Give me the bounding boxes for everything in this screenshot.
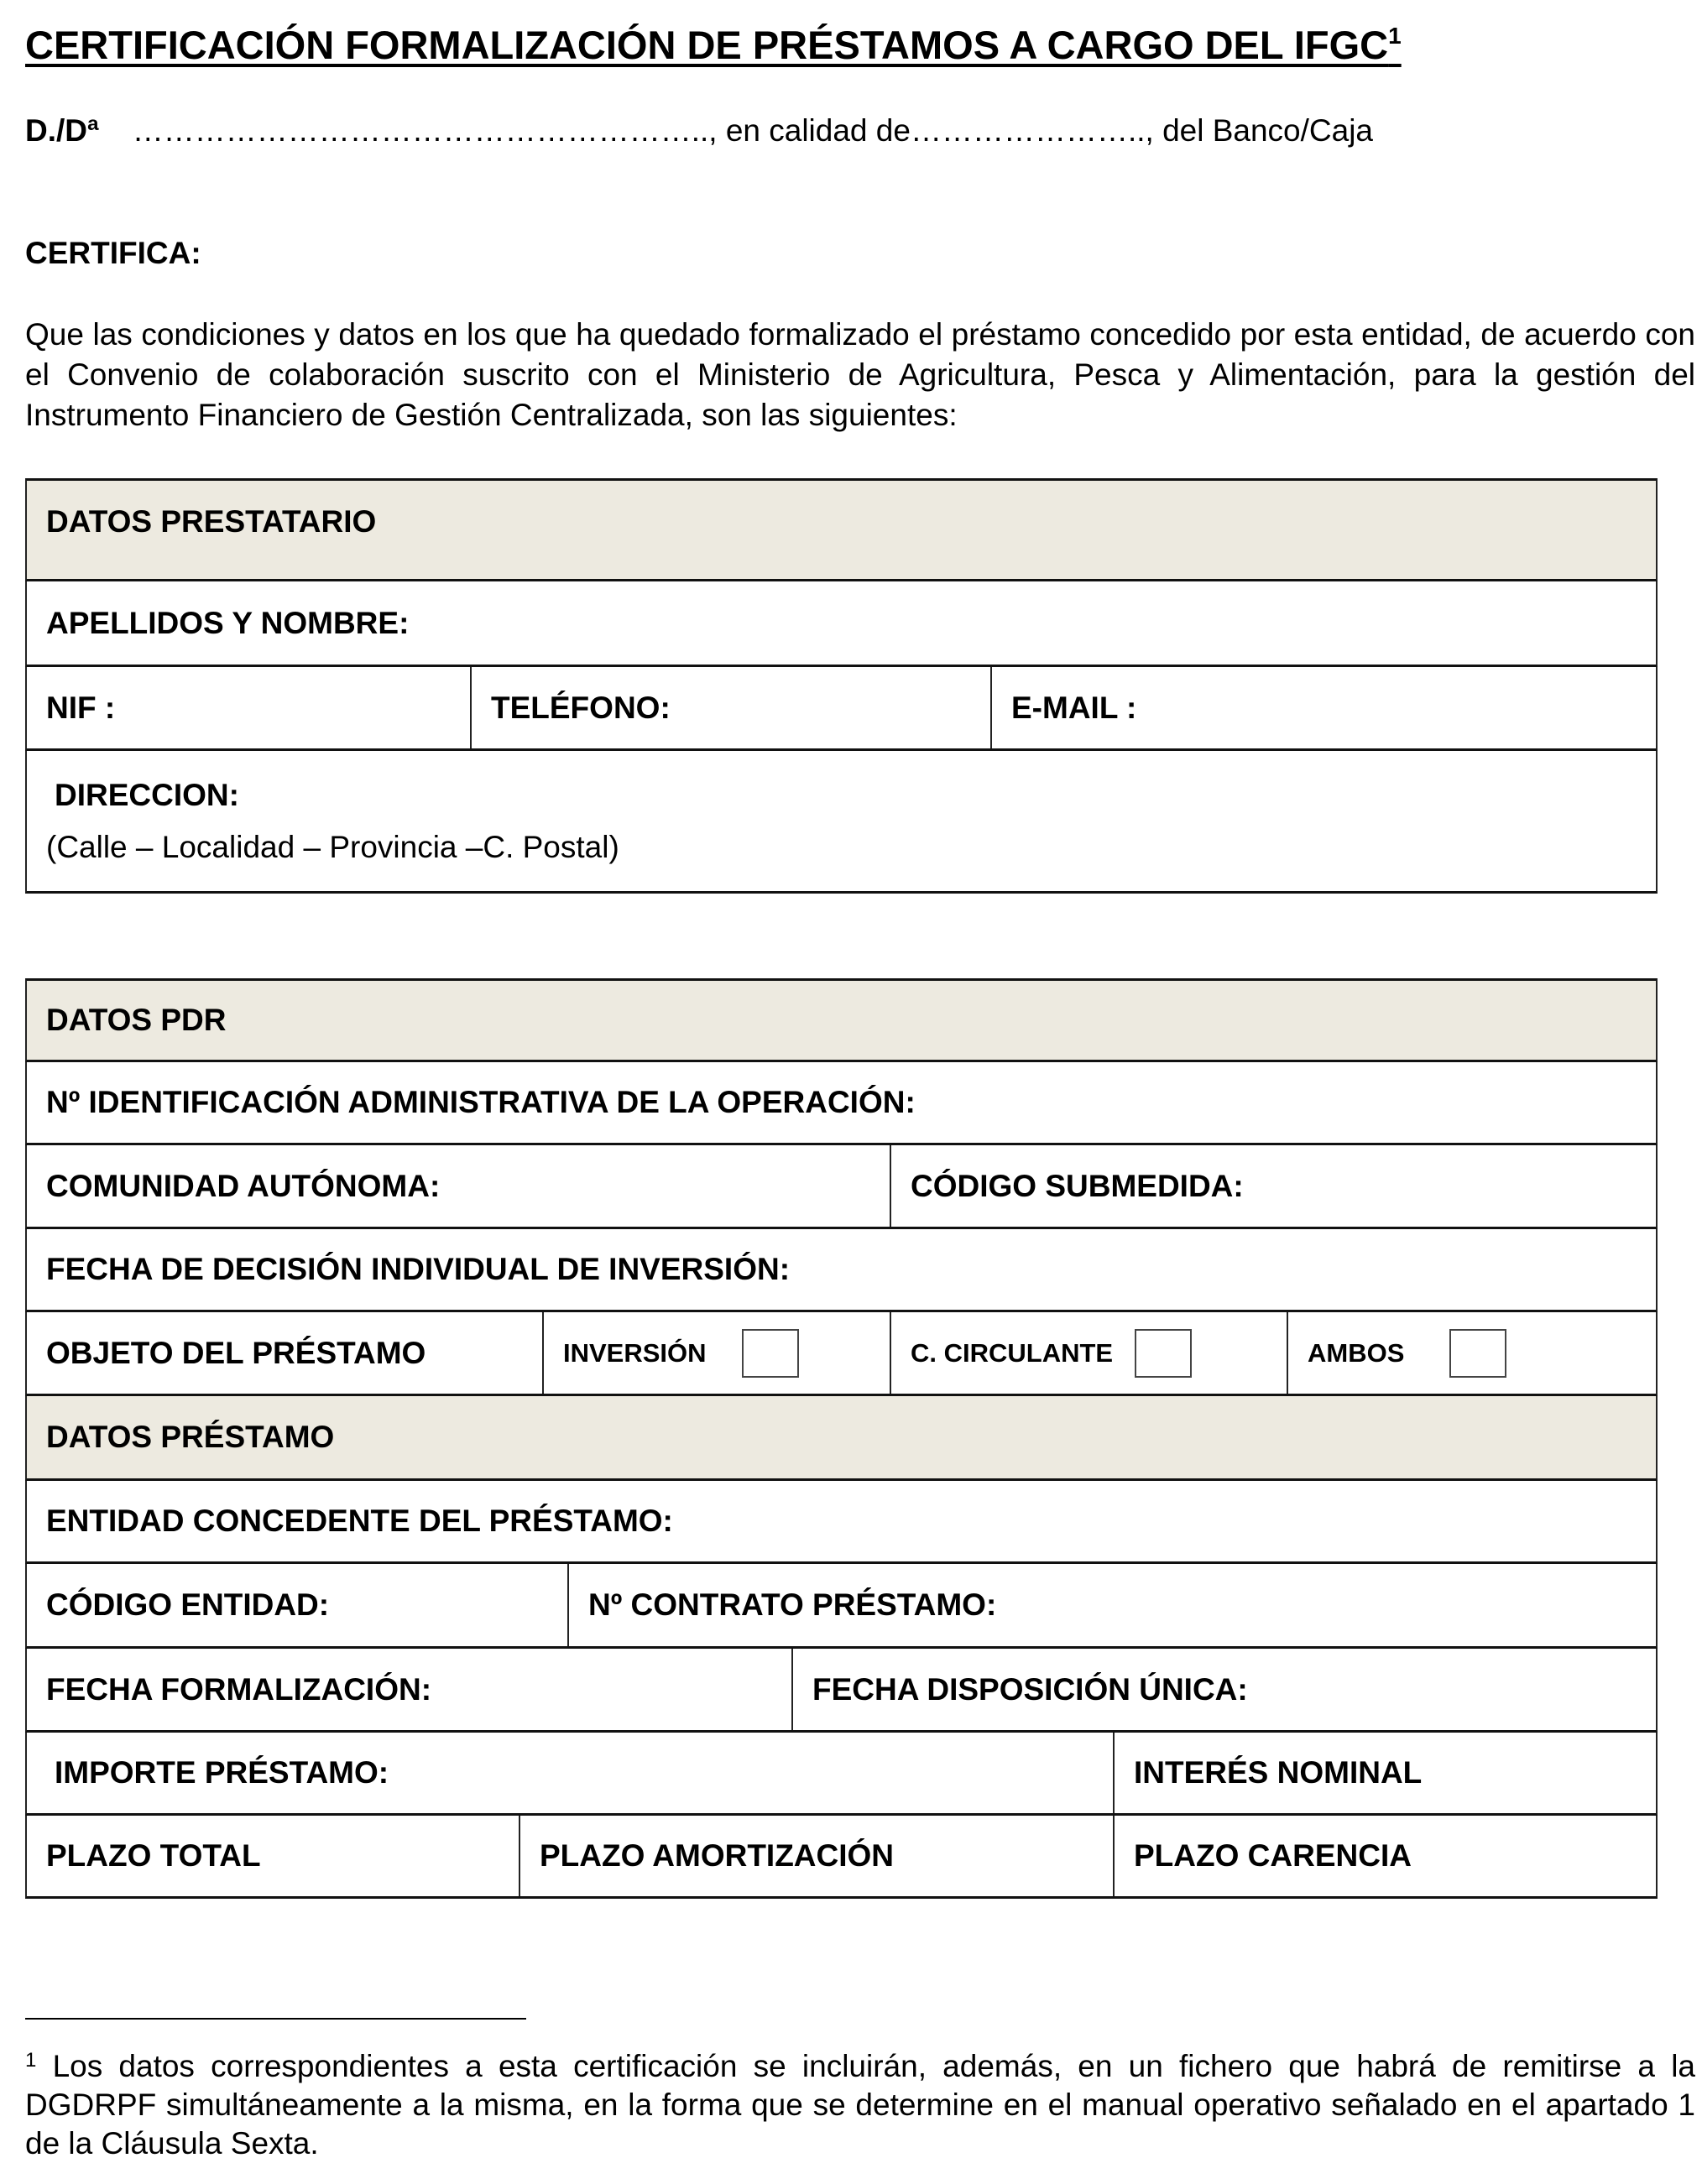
interes-nominal-field[interactable]: INTERÉS NOMINAL: [1134, 1755, 1423, 1790]
entidad-concedente-field[interactable]: ENTIDAD CONCEDENTE DEL PRÉSTAMO:: [46, 1504, 673, 1538]
table-row: [25, 751, 1658, 894]
n-contrato-field[interactable]: Nº CONTRATO PRÉSTAMO:: [588, 1587, 997, 1622]
table-row: [25, 1062, 1658, 1145]
table-row: [25, 1312, 1658, 1396]
nif-field[interactable]: NIF :: [27, 667, 472, 748]
inversion-label: INVERSIÓN: [563, 1337, 707, 1368]
table-row: [25, 1733, 1658, 1816]
intro-prefix: D./Dª: [25, 113, 99, 148]
datos-prestamo-header: DATOS PRÉSTAMO: [46, 1420, 335, 1454]
footnote-number: 1: [25, 2049, 37, 2072]
table-row: [25, 581, 1658, 667]
title-text: CERTIFICACIÓN FORMALIZACIÓN DE PRÉSTAMOS A CARGO DEL IFGC: [25, 23, 1389, 67]
table2-header-row: [25, 978, 1658, 1062]
plazo-amortizacion-field[interactable]: PLAZO AMORTIZACIÓN: [520, 1816, 1115, 1896]
objeto-prestamo-label: OBJETO DEL PRÉSTAMO: [27, 1312, 544, 1394]
telefono-field[interactable]: TELÉFONO:: [472, 667, 992, 748]
inversion-checkbox[interactable]: [742, 1329, 799, 1378]
n-identificacion-field[interactable]: Nº IDENTIFICACIÓN ADMINISTRATIVA DE LA OPERACIÓN:: [46, 1085, 916, 1119]
footnote: [25, 2041, 1695, 2163]
email-field[interactable]: E-MAIL :: [1011, 690, 1137, 725]
table1-header-row: [25, 478, 1658, 581]
fecha-formalizacion-field[interactable]: FECHA FORMALIZACIÓN:: [27, 1649, 793, 1730]
comunidad-autonoma-field[interactable]: COMUNIDAD AUTÓNOMA:: [27, 1145, 891, 1227]
option-circulante: [891, 1312, 1288, 1394]
datos-prestatario-header: DATOS PRESTATARIO: [46, 504, 377, 539]
circulante-label: C. CIRCULANTE: [911, 1337, 1114, 1368]
footnote-ref: 1: [1388, 23, 1402, 49]
fecha-disposicion-field[interactable]: FECHA DISPOSICIÓN ÚNICA:: [812, 1671, 1248, 1707]
codigo-entidad-field[interactable]: CÓDIGO ENTIDAD:: [27, 1564, 569, 1646]
codigo-submedida-field[interactable]: CÓDIGO SUBMEDIDA:: [911, 1168, 1244, 1203]
table-row: [25, 1481, 1658, 1564]
table2-subheader-row: [25, 1396, 1658, 1481]
footnote-divider: [25, 2018, 526, 2020]
table-row: [25, 667, 1658, 751]
datos-pdr-header: DATOS PDR: [46, 1003, 227, 1037]
intro-paragraph: Que las condiciones y datos en los que ha quedado formalizado el préstamo concedido por esta entidad, de acuerdo con el Convenio de colaboración suscrito con el Ministerio de Agricultura, Pesca y Alimentación, para la gestión del Instrumento Financiero de Gestión Centralizada, son las siguientes:: [25, 317, 1695, 432]
table-row: [25, 1564, 1658, 1649]
intro-fill-line[interactable]: ……………………………………………….., en calidad de………………….., del Banco/Caja: [132, 113, 1374, 148]
plazo-total-field[interactable]: PLAZO TOTAL: [27, 1816, 520, 1896]
ambos-label: AMBOS: [1308, 1337, 1405, 1368]
option-ambos: [1288, 1312, 1656, 1394]
option-inversion: [544, 1312, 891, 1394]
importe-prestamo-field[interactable]: IMPORTE PRÉSTAMO:: [27, 1733, 1115, 1813]
fecha-decision-field[interactable]: FECHA DE DECISIÓN INDIVIDUAL DE INVERSIÓN:: [46, 1252, 791, 1286]
direccion-field[interactable]: [27, 751, 1656, 891]
direccion-label: DIRECCION:: [55, 777, 239, 812]
table-row: [25, 1229, 1658, 1312]
footnote-text: Los datos correspondientes a esta certificación se incluirán, además, en un fichero que habrá de remitirse a la DGDRPF simultáneamente a la misma, en la forma que se determine en el manual operativo señalado en el apartado 1 de la Cláusula Sexta.: [25, 2049, 1695, 2161]
apellidos-nombre-field[interactable]: APELLIDOS Y NOMBRE:: [46, 605, 410, 640]
page-title: [25, 22, 1402, 68]
table-row: [25, 1816, 1658, 1899]
ambos-checkbox[interactable]: [1449, 1329, 1506, 1378]
circulante-checkbox[interactable]: [1135, 1329, 1192, 1378]
plazo-carencia-field[interactable]: PLAZO CARENCIA: [1134, 1838, 1412, 1873]
table-row: [25, 1649, 1658, 1733]
table-row: [25, 1145, 1658, 1229]
direccion-hint: (Calle – Localidad – Provincia –C. Postal): [46, 829, 619, 864]
intro-line: [25, 113, 1373, 149]
certifica-heading: CERTIFICA:: [25, 236, 201, 270]
